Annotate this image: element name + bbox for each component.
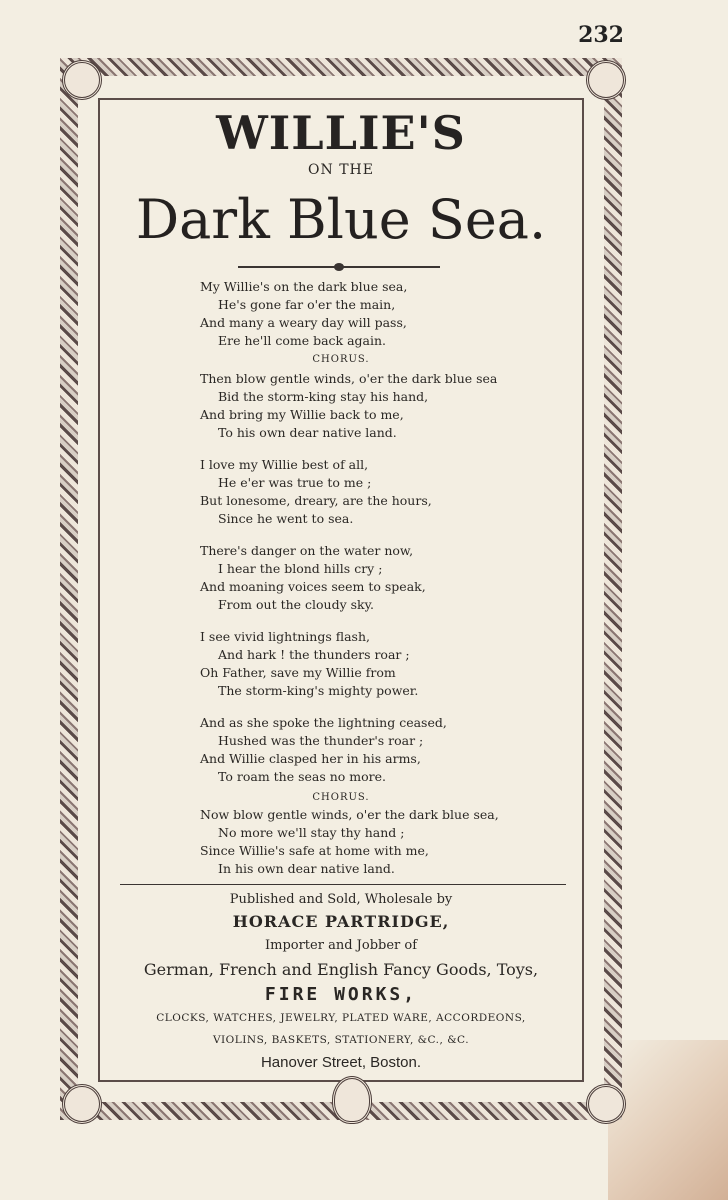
verse-line: There's danger on the water now,: [200, 543, 414, 558]
chorus-label: CHORUS.: [312, 354, 370, 365]
publisher-address: Hanover Street, Boston.: [260, 1054, 422, 1071]
goods-line: CLOCKS, WATCHES, JEWELRY, PLATED WARE, ACCORDEONS,: [156, 1012, 526, 1024]
verse-line: To roam the seas no more.: [218, 769, 387, 784]
verse-line: Hushed was the thunder's roar ;: [218, 733, 424, 748]
verse-2: [200, 456, 560, 528]
footer-rule: [120, 884, 566, 885]
verse-4: [200, 628, 560, 700]
verse-line: Since he went to sea.: [218, 511, 354, 526]
verse-line: My Willie's on the dark blue sea,: [200, 279, 408, 294]
verse-line: And Willie clasped her in his arms,: [200, 751, 421, 766]
verse-line: And moaning voices seem to speak,: [200, 579, 426, 594]
verse-line: No more we'll stay thy hand ;: [218, 825, 405, 840]
verse-line: I hear the blond hills cry ;: [218, 561, 383, 576]
goods-line: VIOLINS, BASKETS, STATIONERY, &C., &C.: [212, 1034, 470, 1046]
verse-line: He's gone far o'er the main,: [218, 297, 396, 312]
verse-3: [200, 542, 560, 614]
title-willies: WILLIE'S: [216, 106, 466, 160]
verse-line: And as she spoke the lightning ceased,: [200, 715, 447, 730]
verse-line: Bid the storm-king stay his hand,: [218, 389, 429, 404]
verse-1: [200, 278, 560, 350]
publisher-line: Published and Sold, Wholesale by: [229, 892, 453, 907]
corner-ornament: [586, 60, 626, 100]
song-sheet: [100, 100, 582, 1080]
chorus-label: CHORUS.: [312, 792, 370, 803]
verse-line: In his own dear native land.: [218, 861, 395, 876]
title-rule: [238, 266, 440, 268]
verse-line: From out the cloudy sky.: [218, 597, 374, 612]
verse-line: And many a weary day will pass,: [200, 315, 407, 330]
verse-line: But lonesome, dreary, are the hours,: [200, 493, 432, 508]
page-number: 232: [578, 22, 624, 48]
verse-line: Since Willie's safe at home with me,: [200, 843, 429, 858]
publisher-line: Importer and Jobber of: [264, 938, 418, 953]
chorus-2: [200, 806, 560, 878]
verse-line: Ere he'll come back again.: [218, 333, 387, 348]
verse-line: Now blow gentle winds, o'er the dark blue sea,: [200, 807, 499, 822]
goods-line: German, French and English Fancy Goods, Toys,: [143, 960, 539, 979]
bottom-center-ornament: [332, 1076, 372, 1124]
title-dark-blue-sea: Dark Blue Sea.: [135, 188, 547, 251]
title-on-the: ON THE: [308, 162, 374, 178]
publisher-name: HORACE PARTRIDGE,: [232, 912, 450, 931]
verse-line: The storm-king's mighty power.: [218, 683, 419, 698]
corner-ornament: [586, 1084, 626, 1124]
chorus-1: [200, 370, 560, 442]
corner-ornament: [62, 60, 102, 100]
verse-line: To his own dear native land.: [218, 425, 397, 440]
corner-ornament: [62, 1084, 102, 1124]
verse-5: [200, 714, 560, 786]
verse-line: And bring my Willie back to me,: [200, 407, 404, 422]
verse-line: I see vivid lightnings flash,: [200, 629, 370, 644]
verse-line: Then blow gentle winds, o'er the dark blue sea: [200, 371, 498, 386]
verse-line: And hark ! the thunders roar ;: [218, 647, 410, 662]
fireworks-line: FIRE WORKS,: [264, 984, 418, 1005]
verse-line: Oh Father, save my Willie from: [200, 665, 396, 680]
paper-stain: [608, 1040, 728, 1200]
verse-line: I love my Willie best of all,: [200, 457, 369, 472]
verse-line: He e'er was true to me ;: [218, 475, 372, 490]
